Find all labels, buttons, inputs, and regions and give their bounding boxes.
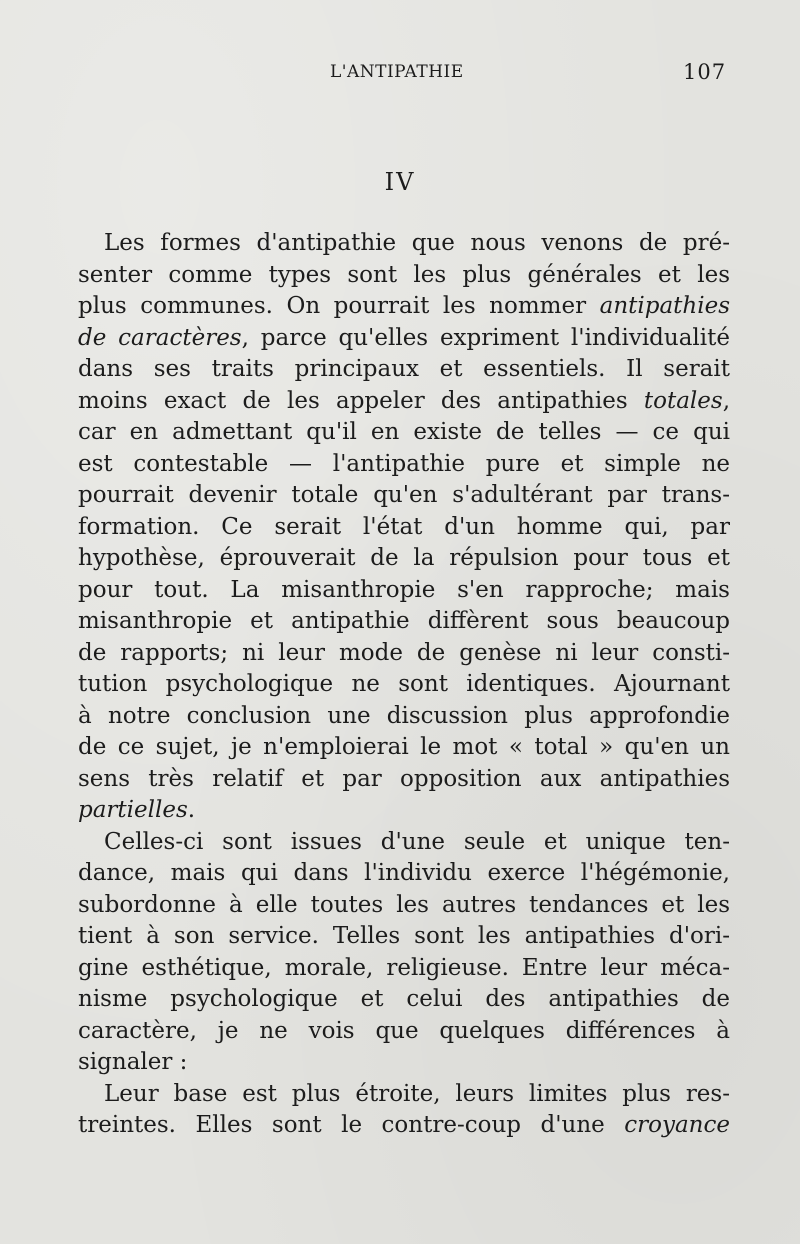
text-line: à notre conclusion une discussion plus approfondie <box>78 702 730 729</box>
text-line: gine esthétique, morale, religieuse. Entre leur méca- <box>78 954 730 981</box>
text-line: caractère, je ne vois que quelques différences à <box>78 1017 730 1044</box>
text-line: de ce sujet, je n'emploierai le mot « total » qu'en un <box>78 734 730 760</box>
text-line: dance, mais qui dans l'individu exerce l'hégémonie, <box>78 860 730 886</box>
text-line: pourrait devenir totale qu'en s'adultérant par trans- <box>78 482 730 508</box>
text-line: subordonne à elle toutes les autres tendances et les <box>78 891 730 918</box>
text-line: signaler : <box>78 1049 188 1075</box>
running-title: L'ANTIPATHIE <box>330 62 464 82</box>
text-line: hypothèse, éprouverait de la répulsion pour tous et <box>78 545 730 571</box>
text-line: senter comme types sont les plus générales et les <box>78 261 730 288</box>
section-heading: IV <box>384 168 416 196</box>
text-line: treintes. Elles sont le contre-coup d'une croyance <box>78 1112 730 1138</box>
page-number: 107 <box>683 60 727 84</box>
text-line: pour tout. La misanthropie s'en rapproche; mais <box>78 576 730 603</box>
text-line: est contestable — l'antipathie pure et simple ne <box>78 450 730 477</box>
text-line: dans ses traits principaux et essentiels. Il serait <box>78 356 730 382</box>
body-text <box>78 228 730 1142</box>
text-line: misanthropie et antipathie diffèrent sous beaucoup <box>78 608 730 634</box>
text-line: tution psychologique ne sont identiques. Ajournant <box>78 671 730 697</box>
running-header <box>0 62 800 88</box>
text-line: car en admettant qu'il en existe de telles — ce qui <box>78 419 730 445</box>
text-line: Celles-ci sont issues d'une seule et unique ten- <box>104 828 730 855</box>
text-line: de caractères, parce qu'elles expriment l'individualité <box>78 324 730 351</box>
text-line: de rapports; ni leur mode de genèse ni leur consti- <box>78 639 730 666</box>
text-line: Leur base est plus étroite, leurs limites plus res- <box>104 1080 730 1107</box>
text-line: plus communes. On pourrait les nommer antipathies <box>78 293 730 319</box>
text-line: sens très relatif et par opposition aux antipathies <box>78 765 730 792</box>
text-line: partielles. <box>78 797 196 823</box>
text-line: formation. Ce serait l'état d'un homme qui, par <box>78 513 730 540</box>
text-line: Les formes d'antipathie que nous venons de pré- <box>104 230 730 256</box>
text-line: nisme psychologique et celui des antipathies de <box>78 986 730 1012</box>
text-line: tient à son service. Telles sont les antipathies d'ori- <box>78 923 730 949</box>
text-line: moins exact de les appeler des antipathies totales, <box>78 387 730 414</box>
